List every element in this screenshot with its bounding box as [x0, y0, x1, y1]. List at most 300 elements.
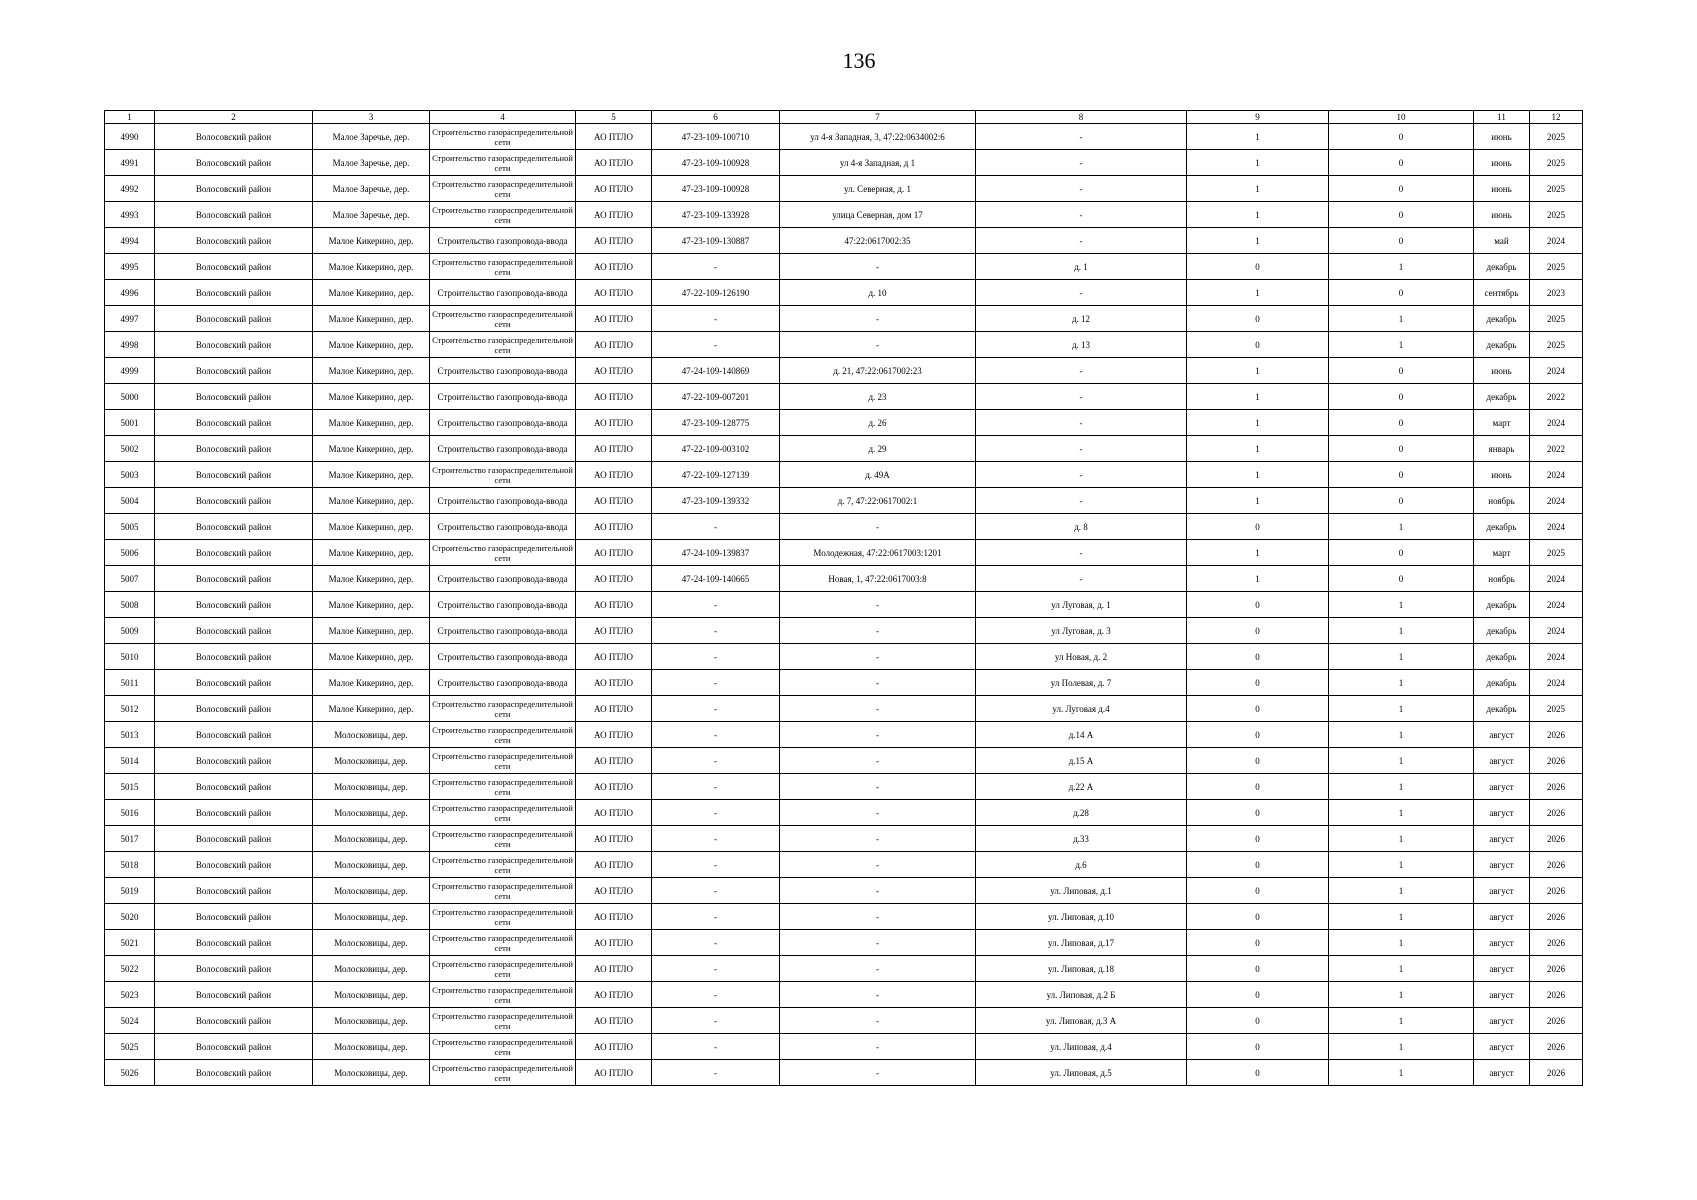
table-cell: Молодежная, 47:22:0617003:1201 [780, 540, 976, 566]
table-cell: Молосковицы, дер. [313, 1060, 430, 1086]
table-cell: 4992 [105, 176, 155, 202]
table-cell: Волосовский район [155, 436, 313, 462]
table-cell: 5003 [105, 462, 155, 488]
table-cell: д.15 А [976, 748, 1187, 774]
table-cell: Строительство газопровода-ввода [430, 514, 576, 540]
table-cell: 47-22-109-127139 [652, 462, 780, 488]
table-cell: 1 [1329, 982, 1474, 1008]
table-cell: АО ПТЛО [576, 904, 652, 930]
table-cell: декабрь [1474, 696, 1530, 722]
table-cell: 1 [1329, 644, 1474, 670]
table-cell: Волосовский район [155, 1008, 313, 1034]
table-cell: Волосовский район [155, 228, 313, 254]
table-cell: - [780, 1060, 976, 1086]
table-cell: август [1474, 826, 1530, 852]
table-cell: 47-24-109-139837 [652, 540, 780, 566]
table-cell: Строительство газораспределительной сети [430, 956, 576, 982]
table-cell: Строительство газопровода-ввода [430, 488, 576, 514]
table-cell: 1 [1329, 904, 1474, 930]
table-cell: АО ПТЛО [576, 800, 652, 826]
table-cell: Строительство газораспределительной сети [430, 1034, 576, 1060]
table-cell: 1 [1187, 124, 1329, 150]
table-row [105, 982, 1583, 1008]
table-cell: д. 10 [780, 280, 976, 306]
table-row [105, 670, 1583, 696]
table-cell: 5026 [105, 1060, 155, 1086]
table-cell: - [652, 254, 780, 280]
table-cell: 2025 [1530, 150, 1583, 176]
table-cell: Строительство газораспределительной сети [430, 462, 576, 488]
column-header: 1 [105, 111, 155, 124]
table-cell: 5017 [105, 826, 155, 852]
table-cell: ул. Липовая, д.4 [976, 1034, 1187, 1060]
table-cell: 2026 [1530, 826, 1583, 852]
table-cell: ул. Липовая, д.10 [976, 904, 1187, 930]
table-cell: Строительство газораспределительной сети [430, 332, 576, 358]
table-cell: 2024 [1530, 592, 1583, 618]
table-cell: 2026 [1530, 1008, 1583, 1034]
table-cell: Волосовский район [155, 566, 313, 592]
table-cell: - [780, 826, 976, 852]
table-cell: 2026 [1530, 956, 1583, 982]
table-cell: 1 [1187, 176, 1329, 202]
table-cell: июнь [1474, 150, 1530, 176]
table-cell: Малое Кикерино, дер. [313, 306, 430, 332]
table-cell: 2026 [1530, 904, 1583, 930]
table-cell: 1 [1187, 358, 1329, 384]
table-cell: 5006 [105, 540, 155, 566]
column-header: 10 [1329, 111, 1474, 124]
table-row [105, 306, 1583, 332]
table-cell: ул. Липовая, д.18 [976, 956, 1187, 982]
table-cell: - [652, 930, 780, 956]
table-cell: Строительство газопровода-ввода [430, 592, 576, 618]
table-cell: Молосковицы, дер. [313, 748, 430, 774]
table-cell: 1 [1329, 1060, 1474, 1086]
table-cell: декабрь [1474, 618, 1530, 644]
table-cell: Молосковицы, дер. [313, 1008, 430, 1034]
table-cell: 0 [1187, 332, 1329, 358]
table-cell: Строительство газораспределительной сети [430, 540, 576, 566]
table-cell: Волосовский район [155, 410, 313, 436]
table-cell: АО ПТЛО [576, 202, 652, 228]
table-cell: Строительство газораспределительной сети [430, 904, 576, 930]
table-cell: 0 [1187, 800, 1329, 826]
table-row [105, 696, 1583, 722]
table-cell: Волосовский район [155, 696, 313, 722]
table-cell: д. 8 [976, 514, 1187, 540]
table-cell: - [780, 748, 976, 774]
table-cell: Волосовский район [155, 332, 313, 358]
table-cell: д.33 [976, 826, 1187, 852]
table-cell: - [652, 956, 780, 982]
table-cell: июнь [1474, 358, 1530, 384]
table-cell: 2023 [1530, 280, 1583, 306]
table-cell: Строительство газопровода-ввода [430, 280, 576, 306]
table-cell: 5002 [105, 436, 155, 462]
table-cell: 1 [1329, 306, 1474, 332]
table-cell: Малое Кикерино, дер. [313, 592, 430, 618]
table-cell: июнь [1474, 124, 1530, 150]
table-cell: - [780, 956, 976, 982]
table-cell: 1 [1187, 436, 1329, 462]
table-cell: 0 [1187, 748, 1329, 774]
table-cell: 1 [1187, 202, 1329, 228]
table-cell: ул. Северная, д. 1 [780, 176, 976, 202]
table-cell: д. 7, 47:22:0617002:1 [780, 488, 976, 514]
table-cell: январь [1474, 436, 1530, 462]
table-cell: Малое Кикерино, дер. [313, 228, 430, 254]
table-cell: д. 21, 47:22:0617002:23 [780, 358, 976, 384]
table-cell: 2024 [1530, 618, 1583, 644]
table-cell: 5018 [105, 852, 155, 878]
column-header: 6 [652, 111, 780, 124]
table-cell: АО ПТЛО [576, 826, 652, 852]
table-cell: - [652, 826, 780, 852]
table-cell: - [652, 696, 780, 722]
table-cell: 5023 [105, 982, 155, 1008]
table-row [105, 774, 1583, 800]
table-cell: Малое Кикерино, дер. [313, 462, 430, 488]
table-cell: Строительство газораспределительной сети [430, 1060, 576, 1086]
table-cell: Волосовский район [155, 852, 313, 878]
table-cell: 0 [1329, 540, 1474, 566]
table-cell: 0 [1187, 1060, 1329, 1086]
table-cell: декабрь [1474, 384, 1530, 410]
table-row [105, 852, 1583, 878]
table-cell: 1 [1329, 748, 1474, 774]
table-cell: 5022 [105, 956, 155, 982]
table-cell: 4993 [105, 202, 155, 228]
table-cell: Волосовский район [155, 774, 313, 800]
table-cell: 0 [1187, 670, 1329, 696]
table-row [105, 228, 1583, 254]
table-cell: Строительство газопровода-ввода [430, 384, 576, 410]
table-cell: август [1474, 878, 1530, 904]
table-cell: 0 [1329, 150, 1474, 176]
table-cell: 5011 [105, 670, 155, 696]
table-cell: - [976, 540, 1187, 566]
table-cell: Волосовский район [155, 384, 313, 410]
table-row [105, 176, 1583, 202]
table-cell: 2024 [1530, 514, 1583, 540]
table-cell: 2026 [1530, 1034, 1583, 1060]
table-cell: Строительство газораспределительной сети [430, 1008, 576, 1034]
table-cell: 2024 [1530, 670, 1583, 696]
table-cell: 4998 [105, 332, 155, 358]
table-cell: - [652, 618, 780, 644]
table-cell: ул. Липовая, д.2 Б [976, 982, 1187, 1008]
table-cell: Строительство газораспределительной сети [430, 306, 576, 332]
table-cell: АО ПТЛО [576, 982, 652, 1008]
table-cell: 2024 [1530, 488, 1583, 514]
table-cell: август [1474, 722, 1530, 748]
table-cell: АО ПТЛО [576, 124, 652, 150]
table-cell: 0 [1329, 228, 1474, 254]
table-cell: Волосовский район [155, 514, 313, 540]
table-cell: 47-23-109-100928 [652, 176, 780, 202]
table-row [105, 540, 1583, 566]
table-cell: - [652, 592, 780, 618]
column-header: 9 [1187, 111, 1329, 124]
table-cell: август [1474, 852, 1530, 878]
table-cell: - [652, 1008, 780, 1034]
table-cell: 5009 [105, 618, 155, 644]
table-cell: - [976, 462, 1187, 488]
table-cell: Волосовский район [155, 488, 313, 514]
table-cell: ул. Липовая, д.1 [976, 878, 1187, 904]
table-cell: 0 [1187, 956, 1329, 982]
table-cell: Волосовский район [155, 540, 313, 566]
table-cell: Волосовский район [155, 878, 313, 904]
column-header: 7 [780, 111, 976, 124]
table-cell: - [976, 358, 1187, 384]
table-row [105, 332, 1583, 358]
table-cell: Волосовский район [155, 644, 313, 670]
table-row [105, 384, 1583, 410]
table-cell: 1 [1329, 852, 1474, 878]
table-cell: Малое Кикерино, дер. [313, 488, 430, 514]
table-cell: - [780, 852, 976, 878]
table-cell: - [652, 878, 780, 904]
table-row [105, 1060, 1583, 1086]
table-cell: АО ПТЛО [576, 436, 652, 462]
table-cell: Волосовский район [155, 982, 313, 1008]
table-cell: 5014 [105, 748, 155, 774]
table-cell: август [1474, 1060, 1530, 1086]
table-cell: 5021 [105, 930, 155, 956]
table-cell: декабрь [1474, 592, 1530, 618]
table-cell: 2024 [1530, 644, 1583, 670]
table-cell: 0 [1329, 384, 1474, 410]
table-cell: Волосовский район [155, 1060, 313, 1086]
table-cell: 0 [1329, 462, 1474, 488]
table-cell: АО ПТЛО [576, 150, 652, 176]
table-cell: АО ПТЛО [576, 930, 652, 956]
table-cell: - [652, 982, 780, 1008]
table-cell: Волосовский район [155, 826, 313, 852]
table-cell: 47-24-109-140869 [652, 358, 780, 384]
table-cell: март [1474, 540, 1530, 566]
table-row [105, 566, 1583, 592]
table-cell: д. 49А [780, 462, 976, 488]
table-cell: ул Полевая, д. 7 [976, 670, 1187, 696]
table-cell: д. 29 [780, 436, 976, 462]
table-cell: ноябрь [1474, 566, 1530, 592]
table-cell: 0 [1329, 566, 1474, 592]
table-cell: 0 [1329, 124, 1474, 150]
table-cell: 4996 [105, 280, 155, 306]
table-cell: 2025 [1530, 124, 1583, 150]
table-cell: 5012 [105, 696, 155, 722]
table-cell: 47-24-109-140665 [652, 566, 780, 592]
table-cell: Строительство газораспределительной сети [430, 826, 576, 852]
table-cell: Волосовский район [155, 306, 313, 332]
table-cell: Малое Кикерино, дер. [313, 670, 430, 696]
table-cell: - [652, 1034, 780, 1060]
table-cell: 0 [1187, 904, 1329, 930]
table-cell: - [780, 722, 976, 748]
table-cell: - [780, 332, 976, 358]
table-cell: АО ПТЛО [576, 410, 652, 436]
table-row [105, 800, 1583, 826]
table-cell: Строительство газораспределительной сети [430, 800, 576, 826]
table-cell: ул. Липовая, д.17 [976, 930, 1187, 956]
table-cell: АО ПТЛО [576, 774, 652, 800]
table-cell: декабрь [1474, 514, 1530, 540]
table-row [105, 722, 1583, 748]
table-cell: 47:22:0617002:35 [780, 228, 976, 254]
table-cell: сентябрь [1474, 280, 1530, 306]
table-cell: Волосовский район [155, 176, 313, 202]
table-cell: 2024 [1530, 462, 1583, 488]
table-cell: Волосовский район [155, 722, 313, 748]
table-row [105, 1034, 1583, 1060]
table-cell: Строительство газораспределительной сети [430, 748, 576, 774]
table-cell: 2026 [1530, 930, 1583, 956]
table-cell: 0 [1187, 852, 1329, 878]
table-cell: 2024 [1530, 228, 1583, 254]
column-header: 8 [976, 111, 1187, 124]
table-cell: ул. Липовая, д.3 А [976, 1008, 1187, 1034]
table-cell: 2026 [1530, 722, 1583, 748]
table-cell: - [780, 904, 976, 930]
table-cell: ул 4-я Западная, д 1 [780, 150, 976, 176]
table-cell: д. 26 [780, 410, 976, 436]
table-cell: 0 [1187, 826, 1329, 852]
table-cell: 5015 [105, 774, 155, 800]
table-cell: - [976, 176, 1187, 202]
table-cell: 5010 [105, 644, 155, 670]
table-cell: Малое Кикерино, дер. [313, 514, 430, 540]
table-cell: АО ПТЛО [576, 852, 652, 878]
table-cell: ул Луговая, д. 3 [976, 618, 1187, 644]
table-cell: - [976, 202, 1187, 228]
table-row [105, 956, 1583, 982]
column-header: 4 [430, 111, 576, 124]
table-cell: 2026 [1530, 774, 1583, 800]
table-cell: Молосковицы, дер. [313, 878, 430, 904]
table-cell: 5016 [105, 800, 155, 826]
table-cell: 0 [1187, 618, 1329, 644]
table-cell: 5007 [105, 566, 155, 592]
table-cell: Волосовский район [155, 748, 313, 774]
table-cell: - [652, 644, 780, 670]
table-cell: Волосовский район [155, 592, 313, 618]
table-cell: д. 23 [780, 384, 976, 410]
table-cell: ноябрь [1474, 488, 1530, 514]
table-cell: АО ПТЛО [576, 514, 652, 540]
table-cell: Новая, 1, 47:22:0617003:8 [780, 566, 976, 592]
table-cell: 47-23-109-100928 [652, 150, 780, 176]
table-row [105, 618, 1583, 644]
table-cell: - [652, 670, 780, 696]
table-cell: Строительство газораспределительной сети [430, 774, 576, 800]
table-cell: - [652, 800, 780, 826]
table-cell: 2026 [1530, 1060, 1583, 1086]
table-cell: 5024 [105, 1008, 155, 1034]
table-cell: 2024 [1530, 410, 1583, 436]
table-cell: 0 [1329, 202, 1474, 228]
table-cell: Молосковицы, дер. [313, 1034, 430, 1060]
table-cell: 2025 [1530, 540, 1583, 566]
table-cell: Строительство газораспределительной сети [430, 696, 576, 722]
table-cell: 4991 [105, 150, 155, 176]
table-cell: 1 [1329, 670, 1474, 696]
table-cell: Строительство газораспределительной сети [430, 150, 576, 176]
table-cell: АО ПТЛО [576, 1060, 652, 1086]
table-row [105, 358, 1583, 384]
table-cell: Волосовский район [155, 124, 313, 150]
table-cell: АО ПТЛО [576, 592, 652, 618]
table-cell: Строительство газораспределительной сети [430, 878, 576, 904]
table-cell: июнь [1474, 176, 1530, 202]
table-cell: 1 [1329, 618, 1474, 644]
table-cell: Волосовский район [155, 956, 313, 982]
table-cell: ул. Луговая д.4 [976, 696, 1187, 722]
table-cell: - [652, 774, 780, 800]
table-row [105, 410, 1583, 436]
table-cell: - [780, 1008, 976, 1034]
table-cell: 1 [1329, 514, 1474, 540]
table-cell: Волосовский район [155, 462, 313, 488]
table-cell: - [780, 618, 976, 644]
table-cell: - [780, 1034, 976, 1060]
table-cell: 0 [1187, 722, 1329, 748]
table-cell: 1 [1187, 488, 1329, 514]
table-cell: Малое Заречье, дер. [313, 202, 430, 228]
table-cell: 1 [1329, 254, 1474, 280]
table-cell: 0 [1187, 1008, 1329, 1034]
table-cell: 5005 [105, 514, 155, 540]
table-body [105, 124, 1583, 1086]
table-cell: - [780, 800, 976, 826]
table-cell: д.28 [976, 800, 1187, 826]
table-cell: Молосковицы, дер. [313, 774, 430, 800]
table-cell: 1 [1329, 722, 1474, 748]
table-cell: 4995 [105, 254, 155, 280]
table-cell: Малое Кикерино, дер. [313, 696, 430, 722]
table-cell: 1 [1187, 228, 1329, 254]
table-cell: 47-22-109-126190 [652, 280, 780, 306]
table-cell: - [652, 332, 780, 358]
table-cell: - [780, 644, 976, 670]
table-cell: август [1474, 1008, 1530, 1034]
table-cell: - [652, 748, 780, 774]
table-cell: 1 [1329, 826, 1474, 852]
table-cell: 0 [1187, 644, 1329, 670]
table-cell: АО ПТЛО [576, 332, 652, 358]
table-cell: 47-23-109-130887 [652, 228, 780, 254]
table-cell: 2026 [1530, 800, 1583, 826]
table-cell: - [780, 696, 976, 722]
table-cell: Строительство газораспределительной сети [430, 722, 576, 748]
table-cell: Строительство газораспределительной сети [430, 202, 576, 228]
table-cell: АО ПТЛО [576, 878, 652, 904]
table-cell: 0 [1187, 1034, 1329, 1060]
table-cell: Малое Заречье, дер. [313, 124, 430, 150]
table-cell: - [976, 566, 1187, 592]
table-cell: 5013 [105, 722, 155, 748]
table-cell: декабрь [1474, 644, 1530, 670]
table-cell: 5025 [105, 1034, 155, 1060]
table-cell: 47-22-109-007201 [652, 384, 780, 410]
table-cell: 0 [1187, 514, 1329, 540]
table-cell: 0 [1329, 280, 1474, 306]
table-cell: 0 [1329, 358, 1474, 384]
table-row [105, 644, 1583, 670]
table-cell: ул Луговая, д. 1 [976, 592, 1187, 618]
